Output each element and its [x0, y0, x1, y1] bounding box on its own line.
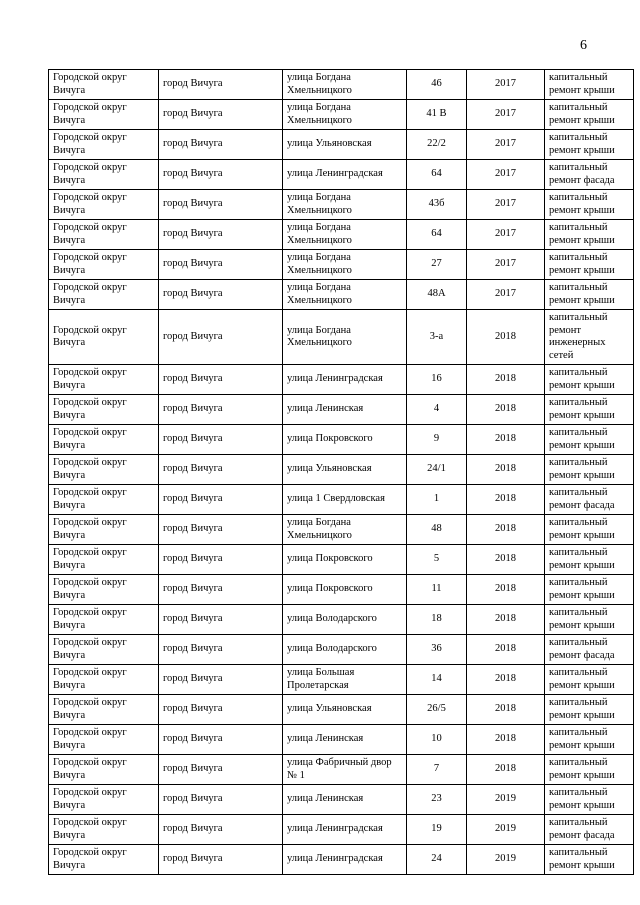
work-type-cell: капитальный ремонт крыши	[545, 845, 634, 875]
district-cell: Городской округ Вичуга	[49, 395, 159, 425]
house-number-cell: 7	[407, 755, 467, 785]
year-cell: 2018	[467, 695, 545, 725]
table-row	[49, 845, 634, 875]
district-cell: Городской округ Вичуга	[49, 365, 159, 395]
year-cell: 2018	[467, 455, 545, 485]
street-cell: улица Ульяновская	[283, 695, 407, 725]
street-cell: улица Покровского	[283, 425, 407, 455]
year-cell: 2019	[467, 815, 545, 845]
year-cell: 2018	[467, 395, 545, 425]
year-cell: 2017	[467, 100, 545, 130]
house-number-cell: 64	[407, 160, 467, 190]
year-cell: 2019	[467, 845, 545, 875]
district-cell: Городской округ Вичуга	[49, 785, 159, 815]
city-cell: город Вичуга	[159, 190, 283, 220]
work-type-cell: капитальный ремонт крыши	[545, 575, 634, 605]
work-type-cell: капитальный ремонт крыши	[545, 605, 634, 635]
year-cell: 2018	[467, 310, 545, 365]
house-number-cell: 4	[407, 395, 467, 425]
city-cell: город Вичуга	[159, 395, 283, 425]
table-row	[49, 310, 634, 365]
district-cell: Городской округ Вичуга	[49, 515, 159, 545]
district-cell: Городской округ Вичуга	[49, 160, 159, 190]
street-cell: улица Богдана Хмельницкого	[283, 250, 407, 280]
district-cell: Городской округ Вичуга	[49, 815, 159, 845]
work-type-cell: капитальный ремонт крыши	[545, 785, 634, 815]
city-cell: город Вичуга	[159, 845, 283, 875]
district-cell: Городской округ Вичуга	[49, 545, 159, 575]
street-cell: улица Богдана Хмельницкого	[283, 100, 407, 130]
house-number-cell: 41 В	[407, 100, 467, 130]
work-type-cell: капитальный ремонт крыши	[545, 695, 634, 725]
city-cell: город Вичуга	[159, 455, 283, 485]
work-type-cell: капитальный ремонт крыши	[545, 70, 634, 100]
street-cell: улица Ленинградская	[283, 365, 407, 395]
table-row	[49, 515, 634, 545]
table-row	[49, 665, 634, 695]
work-type-cell: капитальный ремонт крыши	[545, 725, 634, 755]
street-cell: улица Богдана Хмельницкого	[283, 515, 407, 545]
street-cell: улица Фабричный двор № 1	[283, 755, 407, 785]
street-cell: улица Богдана Хмельницкого	[283, 190, 407, 220]
street-cell: улица Ленинская	[283, 725, 407, 755]
house-number-cell: 48	[407, 515, 467, 545]
street-cell: улица Покровского	[283, 545, 407, 575]
house-number-cell: 27	[407, 250, 467, 280]
city-cell: город Вичуга	[159, 815, 283, 845]
city-cell: город Вичуга	[159, 130, 283, 160]
district-cell: Городской округ Вичуга	[49, 455, 159, 485]
street-cell: улица Богдана Хмельницкого	[283, 70, 407, 100]
district-cell: Городской округ Вичуга	[49, 190, 159, 220]
work-type-cell: капитальный ремонт крыши	[545, 515, 634, 545]
table-row	[49, 250, 634, 280]
district-cell: Городской округ Вичуга	[49, 130, 159, 160]
year-cell: 2017	[467, 250, 545, 280]
house-number-cell: 23	[407, 785, 467, 815]
house-number-cell: 26/5	[407, 695, 467, 725]
house-number-cell: 9	[407, 425, 467, 455]
city-cell: город Вичуга	[159, 545, 283, 575]
year-cell: 2018	[467, 575, 545, 605]
year-cell: 2017	[467, 220, 545, 250]
city-cell: город Вичуга	[159, 485, 283, 515]
street-cell: улица 1 Свердловская	[283, 485, 407, 515]
street-cell: улица Володарского	[283, 635, 407, 665]
work-type-cell: капитальный ремонт крыши	[545, 455, 634, 485]
year-cell: 2018	[467, 635, 545, 665]
district-cell: Городской округ Вичуга	[49, 575, 159, 605]
district-cell: Городской округ Вичуга	[49, 755, 159, 785]
district-cell: Городской округ Вичуга	[49, 845, 159, 875]
house-number-cell: 22/2	[407, 130, 467, 160]
city-cell: город Вичуга	[159, 605, 283, 635]
street-cell: улица Покровского	[283, 575, 407, 605]
city-cell: город Вичуга	[159, 665, 283, 695]
district-cell: Городской округ Вичуга	[49, 425, 159, 455]
year-cell: 2017	[467, 160, 545, 190]
table-row	[49, 425, 634, 455]
city-cell: город Вичуга	[159, 310, 283, 365]
year-cell: 2017	[467, 280, 545, 310]
work-type-cell: капитальный ремонт фасада	[545, 815, 634, 845]
year-cell: 2018	[467, 485, 545, 515]
year-cell: 2019	[467, 785, 545, 815]
city-cell: город Вичуга	[159, 250, 283, 280]
house-number-cell: 18	[407, 605, 467, 635]
city-cell: город Вичуга	[159, 425, 283, 455]
year-cell: 2018	[467, 545, 545, 575]
street-cell: улица Ульяновская	[283, 455, 407, 485]
work-type-cell: капитальный ремонт крыши	[545, 280, 634, 310]
work-type-cell: капитальный ремонт крыши	[545, 545, 634, 575]
city-cell: город Вичуга	[159, 100, 283, 130]
year-cell: 2018	[467, 755, 545, 785]
house-number-cell: 36	[407, 635, 467, 665]
table-row	[49, 395, 634, 425]
house-number-cell: 11	[407, 575, 467, 605]
street-cell: улица Богдана Хмельницкого	[283, 280, 407, 310]
table-row	[49, 280, 634, 310]
district-cell: Городской округ Вичуга	[49, 70, 159, 100]
work-type-cell: капитальный ремонт крыши	[545, 365, 634, 395]
district-cell: Городской округ Вичуга	[49, 280, 159, 310]
house-number-cell: 24/1	[407, 455, 467, 485]
house-number-cell: 16	[407, 365, 467, 395]
table-row	[49, 605, 634, 635]
work-type-cell: капитальный ремонт крыши	[545, 250, 634, 280]
district-cell: Городской округ Вичуга	[49, 310, 159, 365]
city-cell: город Вичуга	[159, 695, 283, 725]
district-cell: Городской округ Вичуга	[49, 100, 159, 130]
house-number-cell: 3-а	[407, 310, 467, 365]
house-number-cell: 48А	[407, 280, 467, 310]
table-row	[49, 815, 634, 845]
year-cell: 2018	[467, 725, 545, 755]
district-cell: Городской округ Вичуга	[49, 485, 159, 515]
table-row	[49, 755, 634, 785]
year-cell: 2018	[467, 515, 545, 545]
table-row	[49, 190, 634, 220]
table-row	[49, 485, 634, 515]
district-cell: Городской округ Вичуга	[49, 605, 159, 635]
city-cell: город Вичуга	[159, 635, 283, 665]
house-number-cell: 46	[407, 70, 467, 100]
work-type-cell: капитальный ремонт крыши	[545, 665, 634, 695]
table-row	[49, 545, 634, 575]
street-cell: улица Богдана Хмельницкого	[283, 220, 407, 250]
year-cell: 2018	[467, 425, 545, 455]
table-row	[49, 635, 634, 665]
table-row	[49, 160, 634, 190]
work-type-cell: капитальный ремонт фасада	[545, 160, 634, 190]
year-cell: 2018	[467, 365, 545, 395]
house-number-cell: 19	[407, 815, 467, 845]
work-type-cell: капитальный ремонт крыши	[545, 755, 634, 785]
street-cell: улица Ленинградская	[283, 160, 407, 190]
street-cell: улица Ульяновская	[283, 130, 407, 160]
house-number-cell: 14	[407, 665, 467, 695]
street-cell: улица Володарского	[283, 605, 407, 635]
city-cell: город Вичуга	[159, 220, 283, 250]
year-cell: 2018	[467, 605, 545, 635]
city-cell: город Вичуга	[159, 785, 283, 815]
table-row	[49, 70, 634, 100]
year-cell: 2017	[467, 190, 545, 220]
table-row	[49, 575, 634, 605]
table-row	[49, 130, 634, 160]
city-cell: город Вичуга	[159, 280, 283, 310]
work-type-cell: капитальный ремонт крыши	[545, 395, 634, 425]
table-row	[49, 455, 634, 485]
table-row	[49, 220, 634, 250]
year-cell: 2017	[467, 70, 545, 100]
district-cell: Городской округ Вичуга	[49, 695, 159, 725]
house-number-cell: 43б	[407, 190, 467, 220]
house-number-cell: 24	[407, 845, 467, 875]
city-cell: город Вичуга	[159, 70, 283, 100]
district-cell: Городской округ Вичуга	[49, 635, 159, 665]
city-cell: город Вичуга	[159, 160, 283, 190]
street-cell: улица Ленинская	[283, 785, 407, 815]
table-row	[49, 695, 634, 725]
repair-schedule-table	[48, 69, 634, 875]
page-number: 6	[580, 38, 587, 53]
street-cell: улица Ленинградская	[283, 845, 407, 875]
year-cell: 2018	[467, 665, 545, 695]
table-row	[49, 725, 634, 755]
work-type-cell: капитальный ремонт крыши	[545, 190, 634, 220]
table-row	[49, 365, 634, 395]
street-cell: улица Богдана Хмельницкого	[283, 310, 407, 365]
district-cell: Городской округ Вичуга	[49, 665, 159, 695]
city-cell: город Вичуга	[159, 515, 283, 545]
house-number-cell: 10	[407, 725, 467, 755]
table-body	[49, 70, 634, 875]
work-type-cell: капитальный ремонт крыши	[545, 130, 634, 160]
street-cell: улица Большая Пролетарская	[283, 665, 407, 695]
city-cell: город Вичуга	[159, 365, 283, 395]
work-type-cell: капитальный ремонт фасада	[545, 485, 634, 515]
work-type-cell: капитальный ремонт крыши	[545, 220, 634, 250]
house-number-cell: 1	[407, 485, 467, 515]
city-cell: город Вичуга	[159, 725, 283, 755]
district-cell: Городской округ Вичуга	[49, 220, 159, 250]
street-cell: улица Ленинградская	[283, 815, 407, 845]
work-type-cell: капитальный ремонт крыши	[545, 425, 634, 455]
city-cell: город Вичуга	[159, 575, 283, 605]
table-row	[49, 785, 634, 815]
year-cell: 2017	[467, 130, 545, 160]
work-type-cell: капитальный ремонт инженерных сетей	[545, 310, 634, 365]
house-number-cell: 64	[407, 220, 467, 250]
house-number-cell: 5	[407, 545, 467, 575]
district-cell: Городской округ Вичуга	[49, 250, 159, 280]
table-row	[49, 100, 634, 130]
district-cell: Городской округ Вичуга	[49, 725, 159, 755]
street-cell: улица Ленинская	[283, 395, 407, 425]
work-type-cell: капитальный ремонт крыши	[545, 100, 634, 130]
work-type-cell: капитальный ремонт фасада	[545, 635, 634, 665]
city-cell: город Вичуга	[159, 755, 283, 785]
